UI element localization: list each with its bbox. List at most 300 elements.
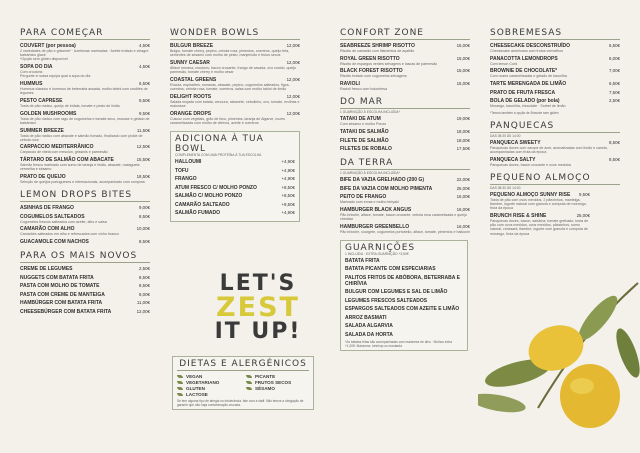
diet-leaf-icon: [246, 381, 252, 384]
menu-item: [345, 298, 463, 304]
item-price: 18,00€: [456, 137, 470, 143]
item-price: 6,50€: [609, 81, 620, 87]
section-subtitle: 1 GUARNIÇÃO À ESCOLHA INCLUÍDA*: [340, 110, 400, 115]
item-price: 22,00€: [456, 177, 470, 183]
item-description: Salada mojada com batata, cenoura, rabanete, cebolinho, ovo, tomate, ervilhas e maionese: [170, 99, 300, 108]
item-description: Tosta de pão rústico com abacate e salmão fumado, finalizado com pickle de cebola roxa: [20, 133, 143, 142]
leaf: [478, 390, 527, 415]
section-title: PANQUECAS: [490, 121, 620, 133]
item-name: DELIGHT ROOTS: [170, 93, 212, 100]
item-price: 19,00€: [456, 116, 470, 122]
item-name: TATAKI DE SALMÃO: [340, 129, 389, 136]
menu-item: [20, 292, 150, 298]
diet-label: FRUTOS SECOS: [255, 380, 292, 385]
item-description: Panquecas doces, bacon crocante e ovos mexidos: [490, 162, 572, 167]
item-row: [340, 138, 470, 144]
item-name: SALMÃO FUMADO: [175, 210, 220, 217]
section-title: PEQUENO ALMOÇO: [490, 173, 620, 185]
section-adiciona: [170, 131, 300, 222]
item-description: Camarões salteados em alho e refrescados com vinho branco: [20, 232, 119, 237]
item-row: [490, 81, 620, 87]
menu-item: [345, 289, 463, 295]
item-price: 11,00€: [136, 300, 150, 306]
item-description: Pão brioche, alface, tomate, bacon crocante, cebola roxa caramelizada e queijo cheddar: [340, 212, 467, 221]
item-name: ARROZ BASMATI: [345, 314, 387, 321]
item-price: +8,50€: [281, 193, 295, 199]
item-price: 6,00€: [609, 55, 620, 61]
item-price: 16,00€: [456, 206, 470, 212]
diet-label: LACTOSE: [186, 392, 208, 397]
item-name: PANQUECA SALTY: [490, 156, 536, 163]
item-name: HAMBURGER GREENBELLO: [340, 223, 410, 230]
item-name: COASTAL GREENS: [170, 76, 217, 83]
section-wonder-bowls: [170, 28, 300, 125]
item-name: SALADA ALGARVIA: [345, 323, 393, 330]
item-name: BATATA PICANTE COM ESPECIARIAS: [345, 266, 436, 273]
item-name: PASTA COM MOLHO DE TOMATE: [20, 283, 100, 290]
item-price: 4,50€: [139, 43, 150, 48]
item-note: Pergunte à nossa equipa qual a sopa do dia: [20, 74, 91, 79]
section-title: DA TERRA: [340, 158, 470, 170]
item-name: BULGUR BREEZE: [170, 43, 214, 49]
diet-leaf-icon: [246, 387, 252, 390]
item-row: [175, 210, 295, 216]
menu-item: [340, 116, 470, 126]
item-price: 18,00€: [456, 129, 470, 135]
menu-item: [20, 144, 150, 154]
item-price: 15,50€: [136, 157, 150, 163]
diet-item: [246, 374, 309, 379]
section-title: ADICIONA À TUA BOWL: [175, 134, 264, 155]
menu-item: [340, 81, 470, 91]
column-3: [340, 28, 470, 357]
item-price: +4,90€: [281, 159, 295, 165]
item-description: Tosta de pão rústico com ragu de cogumelos e tomate seco, mousse e gelado de balsâmico: [20, 116, 150, 125]
menu-item: [175, 168, 295, 174]
item-price: 9,50€: [139, 110, 150, 116]
item-description: Salmão fresco marinado com sumo de laranja e limão, abacate, malagueta vermelha e sésamo: [20, 163, 140, 172]
item-price: 12,50€: [136, 144, 150, 150]
section-subtitle: COMPLEMENTA COM UMA PROTEÍNA À TUA ESCOLHA: [175, 153, 262, 158]
item-name: PASTA COM CREME DE MANTEIGA: [20, 291, 105, 298]
item-price: 12,00€: [286, 76, 300, 82]
item-description: Rúcula, espinafres, romanas, abacate, pepino, cogumelos salteados, figos, coentros, cebola roxa, tomate, coentros, salsa com molho tahini de limão: [170, 82, 290, 92]
item-price: 16,00€: [456, 194, 470, 200]
lemon-highlight: [570, 378, 594, 394]
menu-item: [340, 68, 470, 78]
diet-leaf-icon: [177, 393, 183, 396]
item-row: [175, 202, 295, 208]
item-price: +4,90€: [281, 167, 295, 173]
item-price: +9,50€: [281, 201, 295, 207]
menu-item: [340, 194, 470, 204]
item-price: 8,00€: [139, 291, 150, 297]
menu-item: [340, 177, 470, 183]
item-name: PEQUENO ALMOÇO SUNNY RISE: [490, 191, 571, 198]
item-name: SUMMER BREEZE: [20, 127, 64, 134]
diet-leaf-icon: [177, 381, 183, 384]
item-price: 25,00€: [576, 213, 590, 219]
section-pequeno-almoco: [490, 173, 620, 236]
sobremesas-note: *Temos também a opção de Brownie sem glúten: [490, 110, 559, 115]
section-subtitle: 1 INCLUÍDA - EXTRA GUARNIÇÃO +3,50€: [345, 251, 409, 256]
item-description: Pão brioche, courgete, cogumelos portobello, alface, tomate, pimentos e halloumi: [340, 229, 470, 234]
item-name: PEITO DE FRANGO: [340, 194, 387, 201]
item-name: CREME DE LEGUMES: [20, 266, 73, 273]
item-price: 8,50€: [139, 213, 150, 219]
menu-item: [340, 56, 470, 66]
menu-item: [490, 157, 620, 167]
item-description: Bulgur, tomate cherry, pepino, cebola roxa, pimentos, coentros, queijo feta, sementes de sésamo com molho de pesto, manjericão e frutos secos: [170, 49, 290, 58]
item-note: *Opção sem glúten disponível: [20, 57, 68, 62]
item-name: PALITOS FRITOS DE ABÓBORA, BETERRABA E CHIRÍVIA: [345, 274, 460, 287]
item-name: TATAKI DE ATUM: [340, 116, 381, 123]
item-name: COGUMELOS SALTEADOS: [20, 213, 85, 220]
menu-item: [340, 138, 470, 144]
item-price: 8,50€: [139, 274, 150, 280]
item-price: 10,00€: [136, 226, 150, 232]
diet-item: [177, 386, 240, 391]
menu-item: [345, 315, 463, 321]
menu-item: [170, 77, 300, 91]
menu-item: [490, 56, 620, 66]
menu-item: [20, 226, 150, 236]
menu-item: [345, 266, 463, 272]
item-description: Risotto de camarão com filamentos de açafrão: [340, 49, 415, 53]
menu-item: [345, 306, 463, 312]
item-row: [175, 176, 295, 182]
item-name: ATUM FRESCO C/ MOLHO PONZO: [175, 184, 257, 191]
item-name: HALLOUMI: [175, 159, 202, 166]
menu-item: [20, 205, 150, 211]
section-confort-zone: [340, 28, 470, 91]
item-name: GOLDEN MUSHROOMS: [20, 110, 77, 117]
menu-item: [490, 90, 620, 96]
menu-item: [20, 157, 150, 171]
menu-item: [345, 275, 463, 287]
item-name: CHEESEBÚRGER COM BATATA FRITA: [20, 308, 112, 315]
menu-item: [490, 192, 590, 211]
item-name: BLACK FOREST RISOTTO: [340, 68, 403, 75]
item-name: CAMARÃO COM ALHO: [20, 226, 75, 233]
diet-item: [246, 380, 309, 385]
menu-item: [490, 43, 620, 53]
item-price: 8,50€: [139, 283, 150, 289]
lets-zest-slogan: [198, 272, 318, 344]
item-price: 15,00€: [456, 81, 470, 87]
menu-item: [345, 258, 463, 264]
diet-item: [177, 380, 240, 385]
item-name: FILETES DE ROBALO: [340, 146, 392, 153]
diet-leaf-icon: [177, 375, 183, 378]
item-name: HAMBÚRGER COM BATATA FRITA: [20, 300, 103, 307]
item-description: Cheesecake americano com frutos vermelhos: [490, 49, 564, 53]
item-name: SOPA DO DIA: [20, 64, 53, 71]
item-description: Seleção de queijos portugueses e internacionais, acompanhado com compota: [20, 180, 145, 185]
item-description: Ravioli fresco com bolonhesa: [340, 87, 387, 92]
item-description: Risotto de espargos verdes selvagens e lascas de parmesão: [340, 61, 438, 66]
item-description: Cogumelos frescos salteados com azeite, alho e salsa: [20, 219, 107, 224]
item-price: 7,50€: [609, 89, 620, 95]
item-description: Com lemon Curd: [490, 61, 518, 66]
item-price: 2,50€: [139, 266, 150, 272]
menu-item: [20, 275, 150, 281]
menu-item: [175, 176, 295, 182]
section-title: GUARNIÇÕES: [345, 242, 416, 253]
item-row: [20, 205, 150, 211]
item-price: 6,50€: [609, 43, 620, 48]
item-price: +4,90€: [281, 176, 295, 182]
lemon-branch-illustration: [478, 278, 640, 453]
diet-item: [246, 386, 309, 391]
item-name: BIFE DA VAZIA GRELHADO (200 G): [340, 177, 424, 184]
menu-item: [20, 128, 150, 142]
item-name: HUMMUS: [20, 81, 43, 88]
diet-item: [177, 374, 240, 379]
menu-item: [175, 185, 295, 191]
item-price: 15,00€: [456, 43, 470, 48]
section-panquecas: [490, 121, 620, 167]
menu-item: [175, 193, 295, 199]
item-name: PANACOTTA LEMONDROPS: [490, 55, 558, 62]
menu-item: [175, 159, 295, 165]
menu-item: [20, 266, 150, 272]
section-subtitle: DAS 08:30 ÀS 14:00: [490, 133, 521, 138]
item-name: PANQUECA SWEETY: [490, 139, 541, 146]
item-price: 16,00€: [456, 223, 470, 229]
column-1: [20, 28, 150, 321]
item-name: SEABREEZE SHRIMP RISOTTO: [340, 43, 415, 49]
menu-item: [340, 186, 470, 192]
item-description: Tosta de pão rústico, queijo de búfala, tomate e pesto de limão: [20, 103, 120, 108]
item-row: [175, 159, 295, 165]
section-dietas: [172, 356, 314, 410]
item-price: 8,50€: [139, 239, 150, 245]
item-price: +8,50€: [281, 184, 295, 190]
item-name: BROWNIE DE CHOCOLATE*: [490, 68, 558, 75]
item-price: 12,00€: [286, 93, 300, 99]
item-price: 8,50€: [609, 156, 620, 162]
item-description: Panquecas doces, bacon, salsicha, tomate grelhado, tosta de pão com ovos mexidos, ovos mexidos, pãezinhos, sumo natural, croissant, fiambre, iogurte com granola e compota de morango, fruta da época: [490, 219, 589, 236]
menu-item: [20, 81, 150, 95]
item-price: 17,50€: [456, 146, 470, 152]
menu-item: [340, 207, 470, 221]
section-title: PARA COMEÇAR: [20, 28, 150, 40]
menu-item: [20, 64, 150, 78]
section-title: DO MAR: [340, 97, 470, 109]
menu-item: [170, 94, 300, 108]
menu-item: [170, 43, 300, 57]
item-name: TOFU: [175, 167, 189, 174]
item-row: [175, 168, 295, 174]
menu-item: [345, 332, 463, 338]
item-description: 2 variedades de pão e grissinis* · Azeitonas marinadas · Azeite trufado e vinagre balsâmico glacé: [20, 49, 149, 58]
item-description: Morango, baunilha, chocolate · Sorbet de limão: [490, 104, 566, 109]
item-row: [20, 292, 150, 298]
section-title: SOBREMESAS: [490, 28, 620, 40]
item-name: RAVIOLI: [340, 81, 360, 88]
slogan-line-2: ZEST: [216, 292, 300, 323]
item-name: BOLA DE GELADO (por bola): [490, 98, 560, 105]
item-price: 6,50€: [139, 81, 150, 87]
section-title: CONFORT ZONE: [340, 28, 470, 40]
item-row: [490, 90, 620, 96]
menu-item: [20, 111, 150, 125]
menu-item: [345, 323, 463, 329]
menu-item: [490, 140, 620, 154]
item-name: BIFE DA VAZIA COM MOLHO PIMENTA: [340, 185, 433, 192]
item-description: Carpaccio de vitela com mesclun, grissinis e parmesão: [20, 150, 108, 155]
item-price: +4,90€: [281, 210, 295, 216]
section-title: WONDER BOWLS: [170, 28, 300, 40]
menu-item: [340, 43, 470, 53]
item-name: ORANGE DROPS: [170, 110, 212, 117]
allergy-note: Se tem alguma tipo de alergia ou intolerância, fale com a staff. Não temos a obrigação de garantir que não haja contaminação cruzada.: [177, 399, 304, 407]
item-description: Com croutons: [20, 70, 43, 75]
item-name: LEGUMES FRESCOS SALTEADOS: [345, 297, 428, 304]
menu-item: [20, 174, 150, 184]
item-name: CARPACCIO MEDITERRÂNICO: [20, 144, 94, 151]
item-price: 11,50€: [136, 127, 150, 133]
section-title: LEMON DROPS BITES: [20, 190, 150, 202]
slogan-line-1: LET'S: [219, 271, 297, 296]
item-price: 12,00€: [136, 308, 150, 314]
item-description: Alface romana, croutons, bacon crocante, frango de cavada, ovo cozido, queijo parmesão, tomate cherry e molho césar: [170, 65, 297, 75]
item-name: SUNNY CAESAR: [170, 59, 210, 66]
item-price: 9,50€: [579, 191, 590, 197]
menu-item: [175, 202, 295, 208]
diet-label: VEGAN: [186, 374, 203, 379]
item-row: [20, 239, 150, 245]
item-price: 2,50€: [609, 98, 620, 104]
section-para-comecar: [20, 28, 150, 184]
item-name: FILETE DE SALMÃO: [340, 137, 389, 144]
item-description: Panquecas doces com xarope de ácer, aromatizadas com limão e canela, acompanhadas com fruta da época: [490, 145, 608, 155]
menu-item: [20, 309, 150, 315]
menu-item: [340, 224, 470, 234]
item-price: 9,00€: [139, 205, 150, 211]
section-mais-novos: [20, 251, 150, 315]
item-price: 7,00€: [609, 68, 620, 74]
item-description: Cuscuz com vegetais, grão de bico, pimentos, laranja de Algarve, nozes caramelizadas com molho de citrinos, azeite e coentros: [170, 116, 285, 125]
item-price: 15,00€: [456, 55, 470, 61]
item-price: 18,50€: [136, 174, 150, 180]
item-row: [20, 309, 150, 315]
item-description: Marinado com ervas e molho teriyaki: [340, 200, 399, 205]
guarnicoes-note: *As batatas fritas são acompanhadas com maionese de alho · Molhos extra +1,00€: Maionese, ketchup ou mostarda: [345, 340, 452, 349]
item-name: HAMBURGER BLACK ANGUS: [340, 206, 412, 213]
item-row: [175, 185, 295, 191]
item-row: [340, 146, 470, 152]
diet-label: VEGETARIANO: [186, 380, 220, 385]
lemon-fruit: [560, 364, 620, 428]
diet-item: [177, 392, 240, 397]
item-row: [20, 283, 150, 289]
diet-leaf-icon: [177, 387, 183, 390]
menu-item: [170, 111, 300, 125]
item-name: NUGGETS COM BATATA FRITA: [20, 274, 94, 281]
item-row: [340, 129, 470, 135]
item-price: 25,00€: [456, 185, 470, 191]
item-name: ROYAL GREEN RISOTTO: [340, 55, 400, 62]
item-name: TARTE MERENGADA DE LIMÃO: [490, 81, 567, 88]
menu-item: [20, 214, 150, 224]
item-price: 12,00€: [286, 43, 300, 48]
item-description: Com nozes caramelizadas e gelado de baunilha: [490, 74, 567, 79]
diet-leaf-icon: [246, 375, 252, 378]
item-name: COUVERT (por pessoa): [20, 43, 76, 49]
menu-item: [490, 213, 590, 236]
menu-item: [20, 283, 150, 289]
item-row: [340, 177, 470, 183]
column-4: [490, 28, 620, 242]
section-do-mar: [340, 97, 470, 152]
menu-item: [20, 43, 150, 62]
item-row: [340, 186, 470, 192]
item-name: CHEESECAKE DESCONSTRUÍDO: [490, 43, 571, 49]
item-name: BRUNCH RISE & SHINE: [490, 213, 547, 220]
item-name: PRATO DE FRUTA FRESCA: [490, 89, 556, 96]
item-name: SALADA DA HORTA: [345, 331, 393, 338]
section-guarnicoes: [340, 240, 468, 352]
menu-item: [20, 300, 150, 306]
item-price: 12,00€: [286, 110, 300, 116]
item-name: BATATA FRITA: [345, 257, 380, 264]
menu-item: [170, 60, 300, 74]
menu-item: [175, 210, 295, 216]
item-name: TÁRTARO DE SALMÃO COM ABACATE: [20, 157, 114, 164]
section-title: PARA OS MAIS NOVOS: [20, 251, 150, 263]
section-da-terra: [340, 158, 470, 234]
menu-item: [20, 239, 150, 245]
item-name: ESPARGOS SALTEADOS COM AZEITE E LIMÃO: [345, 306, 460, 313]
menu-item: [20, 98, 150, 108]
item-name: CAMARÃO SALTEADO: [175, 201, 230, 208]
section-sobremesas: [490, 28, 620, 115]
section-subtitle: 1 GUARNIÇÃO À ESCOLHA INCLUÍDA*: [340, 171, 400, 176]
column-2: [170, 28, 300, 228]
item-price: 15,00€: [456, 68, 470, 74]
menu-item: [490, 98, 620, 108]
section-subtitle: DAS 08:30 ÀS 14:00: [490, 185, 521, 190]
item-name: PRATO DE QUEIJO: [20, 174, 66, 181]
item-name: SALMÃO C/ MOLHO PONZO: [175, 193, 243, 200]
slogan-line-3: IT UP!: [214, 319, 302, 344]
item-name: ASINHAS DE FRANGO: [20, 205, 74, 212]
item-price: 8,50€: [609, 139, 620, 145]
leaf: [612, 326, 640, 380]
item-name: GUACAMOLE COM NACHOS: [20, 239, 89, 246]
item-name: BULGUR COM LEGUMES E SAL DE LIMÃO: [345, 289, 448, 296]
item-price: 4,50€: [139, 64, 150, 70]
item-row: [20, 300, 150, 306]
item-description: Hummus clássico e hummus de beterraba assada, molho tahini com crudités de legumes: [20, 87, 148, 96]
section-lemon-drops: [20, 190, 150, 245]
menu-item: [340, 146, 470, 152]
item-description: Tosta de pão com ovos mexidos, 2 pãezinhos, manteiga, fiambre, iogurte natural com granola e compota de morango, fruta da época: [490, 197, 587, 211]
section-title: DIETAS E ALERGÉNICOS: [177, 359, 309, 371]
item-description: Com sésamo e molho Ponzo: [340, 122, 387, 127]
item-row: [20, 266, 150, 272]
menu-item: [340, 129, 470, 135]
item-row: [175, 193, 295, 199]
menu-item: [490, 81, 620, 87]
item-row: [20, 275, 150, 281]
item-name: FRANGO: [175, 176, 197, 183]
diet-label: SÉSAMO: [255, 386, 275, 391]
menu-item: [490, 68, 620, 78]
item-price: 12,00€: [286, 59, 300, 65]
